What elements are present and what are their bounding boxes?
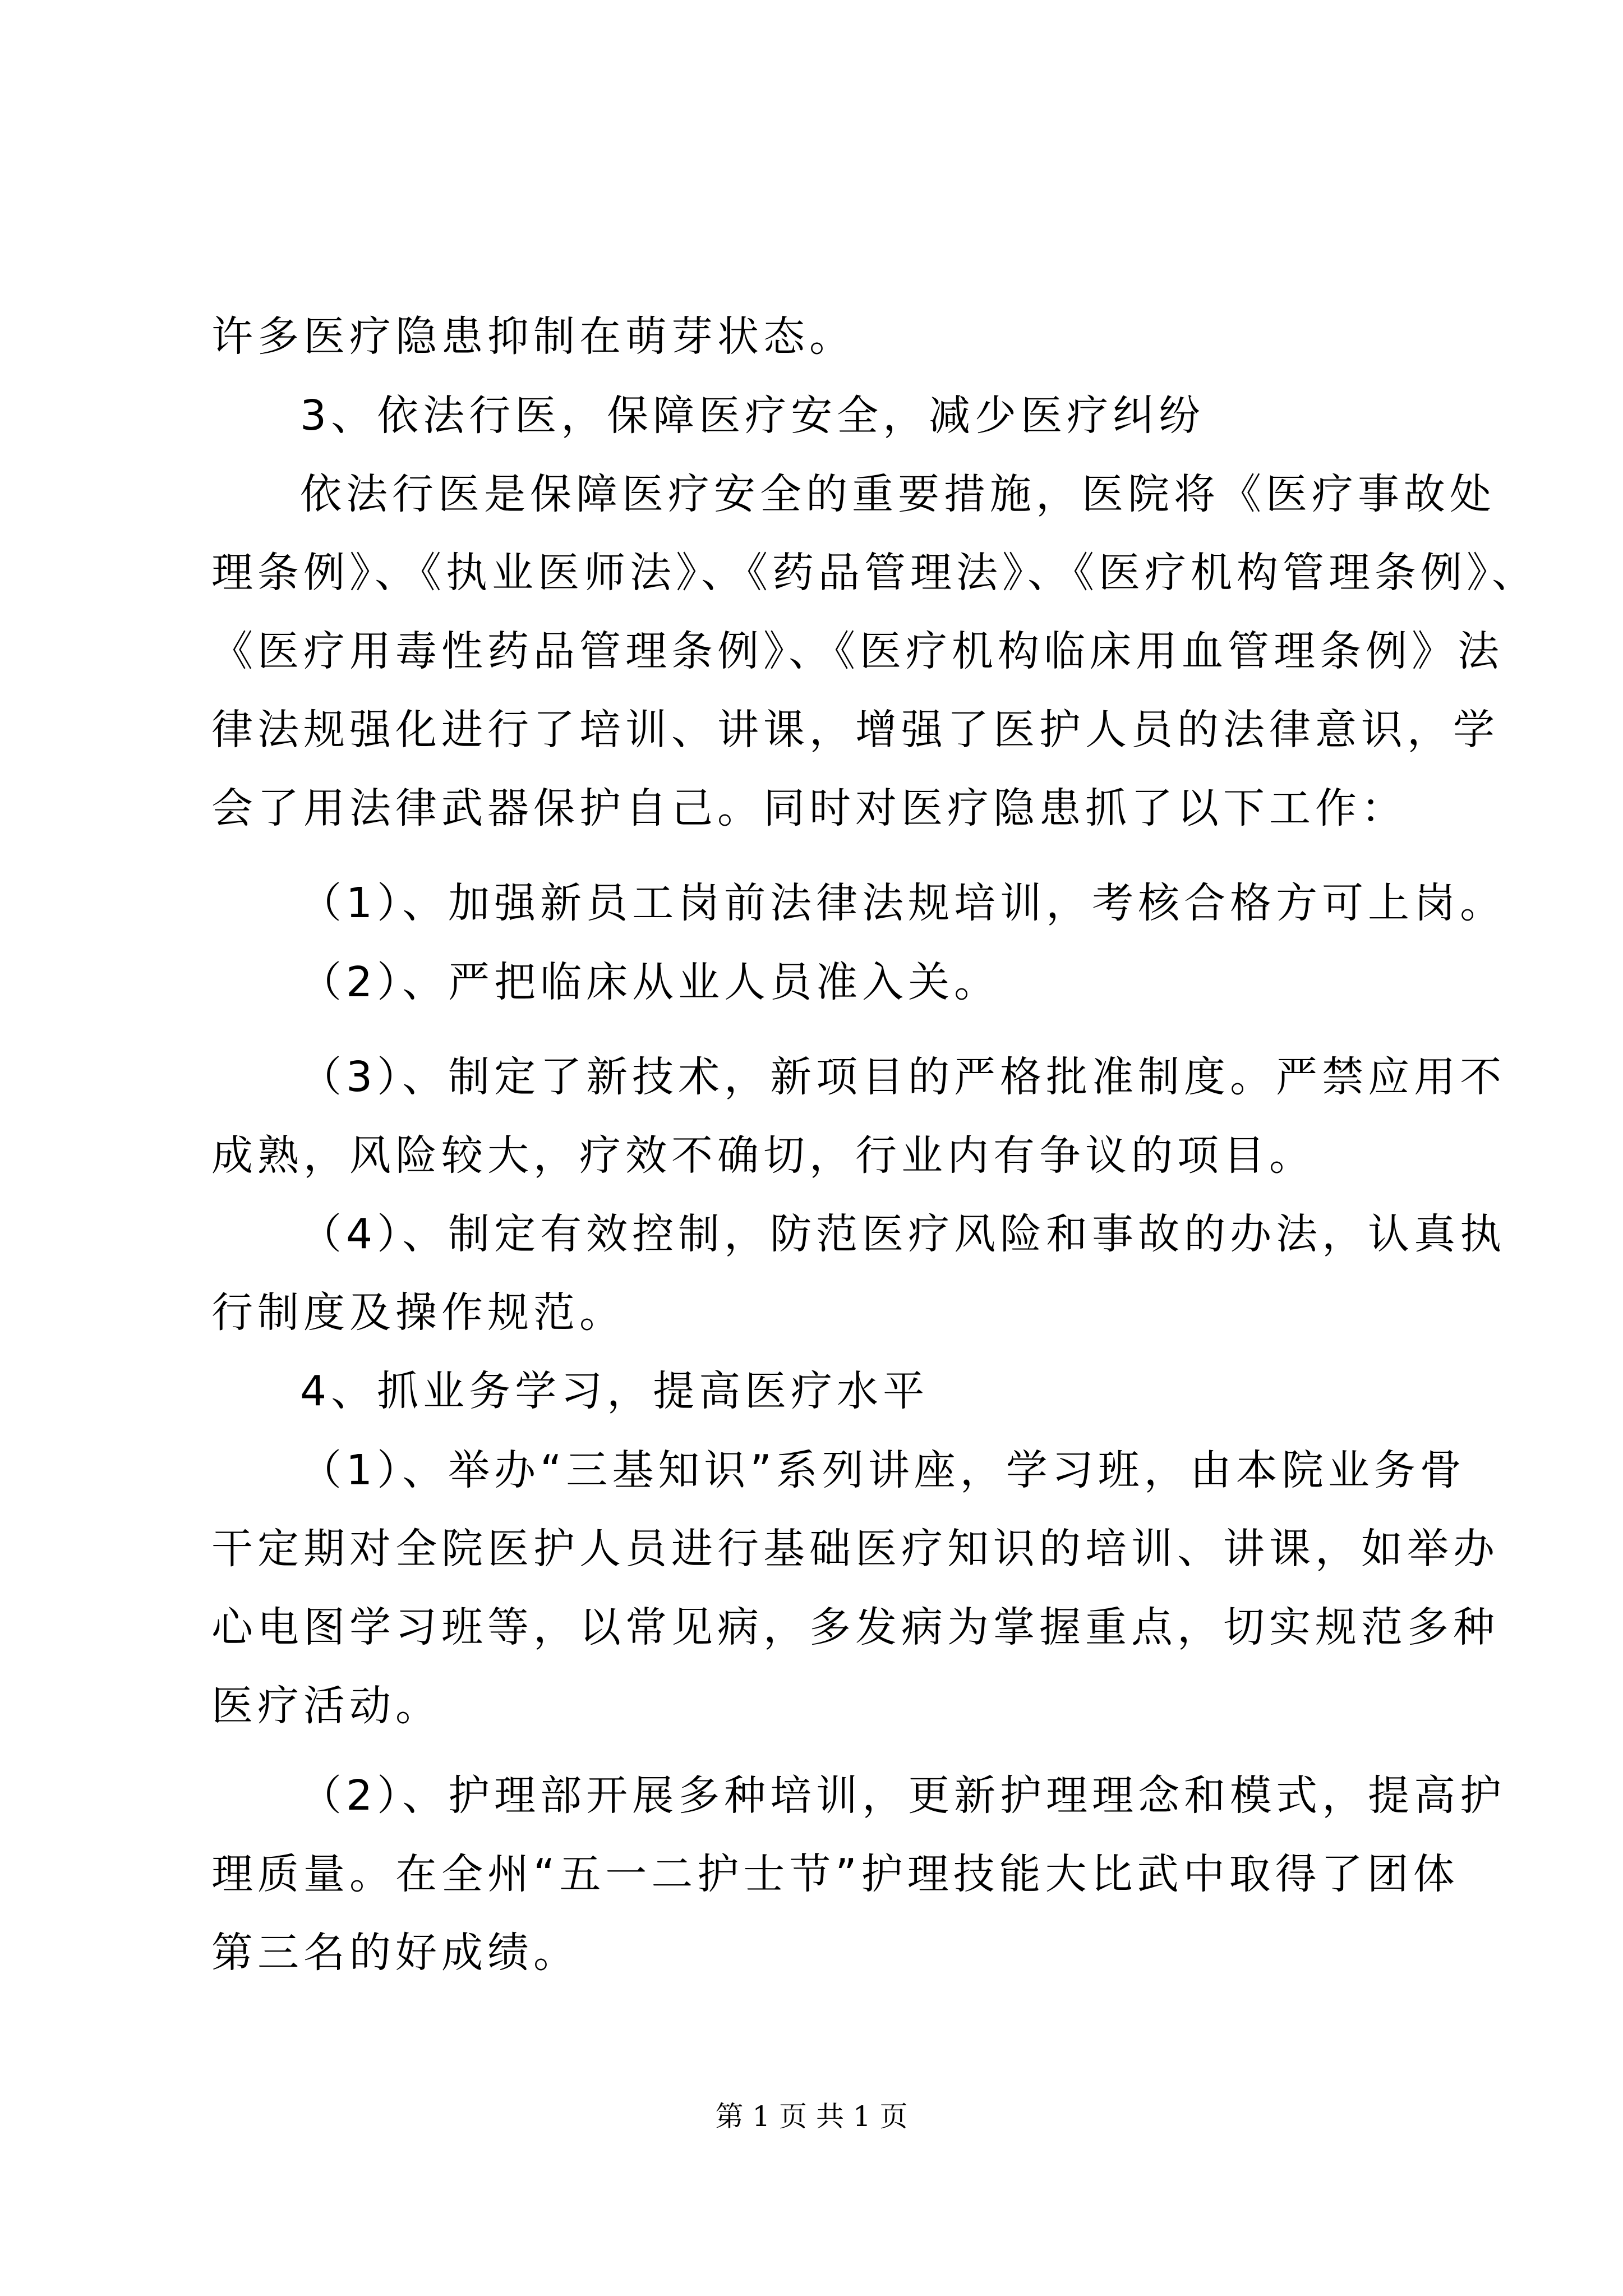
list-item-4-cont: 行制度及操作规范。 bbox=[211, 1289, 625, 1337]
list-item-6-cont-1: 理质量。在全州“五一二护士节”护理技能大比武中取得了团体 bbox=[211, 1850, 1459, 1898]
page-footer: 第 1 页 共 1 页 bbox=[715, 2100, 908, 2133]
body-line-7: 会了用法律武器保护自己。同时对医疗隐患抓了以下工作： bbox=[211, 784, 1407, 832]
body-line-1: 许多医疗隐患抑制在萌芽状态。 bbox=[211, 312, 855, 361]
list-item-3: （3）、制定了新技术，新项目的严格批准制度。严禁应用不 bbox=[300, 1053, 1506, 1101]
list-item-5-cont-2: 心电图学习班等，以常见病，多发病为掌握重点，切实规范多种 bbox=[211, 1603, 1499, 1651]
body-line-4: 理条例》、《执业医师法》、《药品管理法》、《医疗机构管理条例》、 bbox=[211, 549, 1538, 597]
list-item-5: （1）、举办“三基知识”系列讲座，学习班，由本院业务骨 bbox=[300, 1446, 1466, 1494]
list-item-2: （2）、严把临床从业人员准入关。 bbox=[300, 958, 1000, 1006]
body-line-5: 《医疗用毒性药品管理条例》、《医疗机构临床用血管理条例》法 bbox=[211, 627, 1504, 675]
list-item-3-cont: 成熟，风险较大，疗效不确切，行业内有争议的项目。 bbox=[211, 1131, 1315, 1180]
list-item-5-cont-3: 医疗活动。 bbox=[211, 1682, 441, 1730]
list-item-6: （2）、护理部开展多种培训，更新护理理念和模式，提高护 bbox=[300, 1772, 1506, 1820]
list-item-5-cont-1: 干定期对全院医护人员进行基础医疗知识的培训、讲课，如举办 bbox=[211, 1525, 1499, 1573]
list-item-6-cont-2: 第三名的好成绩。 bbox=[211, 1929, 579, 1977]
section-heading-3: 3、依法行医，保障医疗安全，减少医疗纠纷 bbox=[300, 392, 1205, 440]
list-item-1: （1）、加强新员工岗前法律法规培训，考核合格方可上岗。 bbox=[300, 879, 1506, 927]
section-heading-4: 4、抓业务学习，提高医疗水平 bbox=[300, 1367, 929, 1415]
body-line-3: 依法行医是保障医疗安全的重要措施，医院将《医疗事故处 bbox=[300, 470, 1496, 518]
body-line-6: 律法规强化进行了培训、讲课，增强了医护人员的法律意识，学 bbox=[211, 706, 1499, 754]
list-item-4: （4）、制定有效控制，防范医疗风险和事故的办法，认真执 bbox=[300, 1210, 1506, 1258]
